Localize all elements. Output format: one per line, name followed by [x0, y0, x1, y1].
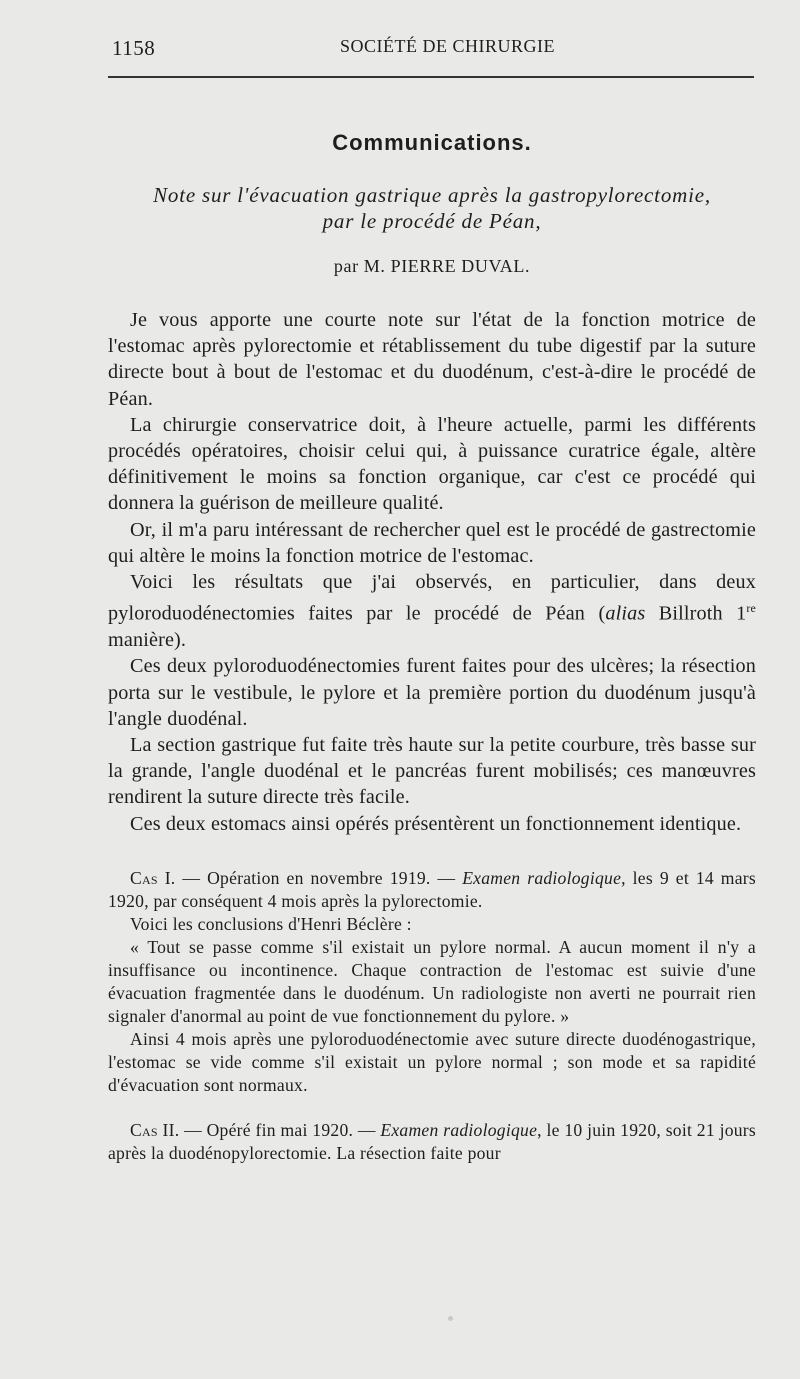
document-page: [108, 28, 756, 1165]
exam-title: Examen radiologique: [462, 867, 622, 888]
author-byline: par M. PIERRE DUVAL.: [333, 256, 531, 276]
journal-title: SOCIÉTÉ DE CHIRURGIE: [340, 36, 555, 56]
alias-italic: alias: [605, 602, 646, 625]
case-one-summary: Ainsi 4 mois après une pyloroduodénectomie avec suture directe duodénogastrique, l'estomac se vide comme s'il existait un pylore normal ; son mode et sa rapidité d'évacuation sont normaux.: [108, 1028, 756, 1095]
case-label: Cas I.: [130, 867, 176, 888]
article-title-line-1: Note sur l'évacuation gastrique après la gastropylorectomie,: [153, 183, 711, 207]
case-two-intro: Cas II. — Opéré fin mai 1920. — Examen radiologique, le 10 juin 1920, soit 21 jours après la duodénopylorectomie. La résection faite pour: [108, 1119, 757, 1163]
paragraph: La section gastrique fut faite très haute sur la petite courbure, très basse sur la grande, l'angle duodénal et le pancréas furent mobilisés; ces manœuvres rendirent la suture directe très facile.: [108, 733, 756, 809]
case-label: Cas II.: [130, 1119, 180, 1140]
paragraph: Voici les résultats que j'ai observés, en particulier, dans deux pyloroduodénectomies faites par le procédé de Péan (alias Billroth 1re manière).: [108, 571, 756, 652]
exam-title: Examen radiologique: [380, 1119, 538, 1140]
superscript: re: [746, 601, 756, 616]
running-header: [108, 28, 756, 60]
paragraph: Je vous apporte une courte note sur l'état de la fonction motrice de l'estomac après pylorectomie et rétablissement du tube digestif par la suture directe bout à bout de l'estomac et du duodénum, c'est-à-dire le procédé de Péan.: [108, 309, 756, 410]
paper-speck: [448, 1316, 453, 1321]
header-rule: [108, 76, 754, 78]
paragraph: La chirurgie conservatrice doit, à l'heure actuelle, parmi les différents procédés opératoires, choisir celui qui, à puissance curatrice égale, altère définitivement le moins sa fonction organique, car c'est ce procédé qui donnera la guérison de meilleure qualité.: [108, 413, 756, 515]
case-one-quote: « Tout se passe comme s'il existait un pylore normal. A aucun moment il n'y a insuffisance ou incontinence. Chaque contraction de l'estomac est suivie d'une évacuation fragmentée dans le duodénum. Un radiologiste non averti ne pourrait rien signaler d'anormal au point de vue fonctionnement du pylore. »: [108, 936, 756, 1026]
section-title: Communications.: [332, 130, 532, 155]
body-text: [108, 307, 756, 837]
article-title: [108, 182, 756, 234]
case-one-conclusions: Voici les conclusions d'Henri Béclère :: [130, 913, 412, 934]
case-reports: [108, 867, 756, 1165]
case-one-intro: Cas I. — Opération en novembre 1919. — Examen radiologique, les 9 et 14 mars 1920, par conséquent 4 mois après la pylorectomie.: [108, 867, 757, 911]
paragraph: Ces deux pyloroduodénectomies furent faites pour des ulcères; la résection porta sur le vestibule, le pylore et la première portion du duodénum jusqu'à l'angle duodénal.: [108, 655, 756, 730]
paragraph: Ces deux estomacs ainsi opérés présentèrent un fonctionnement identique.: [130, 812, 742, 835]
article-title-line-2: par le procédé de Péan,: [322, 209, 542, 233]
paragraph: Or, il m'a paru intéressant de rechercher quel est le procédé de gastrectomie qui altère le moins la fonction motrice de l'estomac.: [108, 518, 756, 567]
page-number: 1158: [112, 36, 156, 60]
